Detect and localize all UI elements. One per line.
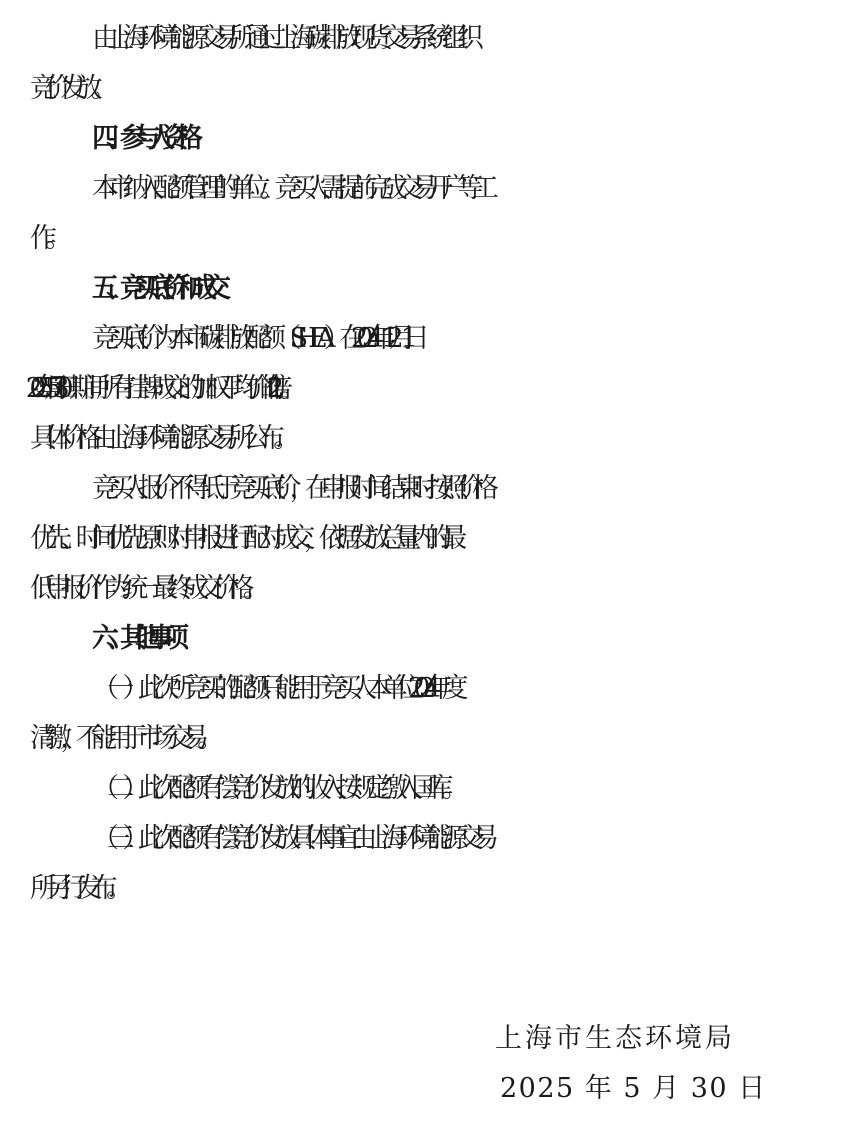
paragraph-line: 具体价格由上海环境能源交易所公布。 bbox=[30, 423, 289, 454]
paragraph-line: （二）此次配额有偿竞价发放的收入按规定缴入国库。 bbox=[92, 773, 457, 804]
section-heading-floor-price: 五、竞买底价和成交 bbox=[92, 273, 218, 304]
paragraph-line: 本市纳入配额管理的单位。竞买人需提前完成交易开户等工 bbox=[92, 173, 488, 204]
paragraph-line: 优先、时间优先原则对申报进行配对成交，依据发放总量内的最 bbox=[30, 523, 456, 554]
paragraph-line: 竞买人报价不得低于竞买底价，在申报时间结束时按照价格 bbox=[92, 473, 488, 504]
signature-organization: 上海市生态环境局 bbox=[495, 1023, 735, 1054]
paragraph-line: 作。 bbox=[30, 223, 61, 254]
paragraph-line: -2025 年 5 月 30 日期间所有挂牌成交的加权平均价的 1.2 倍。 bbox=[30, 373, 294, 404]
section-heading-participants: 四、参与人资格 bbox=[92, 123, 190, 154]
paragraph-line: 竞买底价为本市碳排放配额（SHEA）在 2024 年 12 月 1 日 bbox=[92, 323, 418, 354]
paragraph-line: 清缴，不能用于市场交易。 bbox=[30, 723, 213, 754]
paragraph-line: 低申报价作为统一最终成交价格。 bbox=[30, 573, 258, 604]
paragraph-line: 所另行发布。 bbox=[30, 873, 122, 904]
paragraph-line: （一）此次所竞买的配额只能用于竞买人本单位 2024 年度 bbox=[92, 673, 457, 704]
paragraph-line: 竞价发放。 bbox=[30, 73, 106, 104]
section-heading-other-matters: 六、其他事项 bbox=[92, 623, 176, 654]
paragraph-line: 由上海环境能源交易所通过上海碳排放现货交易系统组织 bbox=[92, 23, 472, 54]
signature-date: 2025 年 5 月 30 日 bbox=[500, 1073, 767, 1104]
paragraph-line: （三）此次配额有偿竞价发放具体事宜由上海环境能源交易 bbox=[92, 823, 488, 854]
